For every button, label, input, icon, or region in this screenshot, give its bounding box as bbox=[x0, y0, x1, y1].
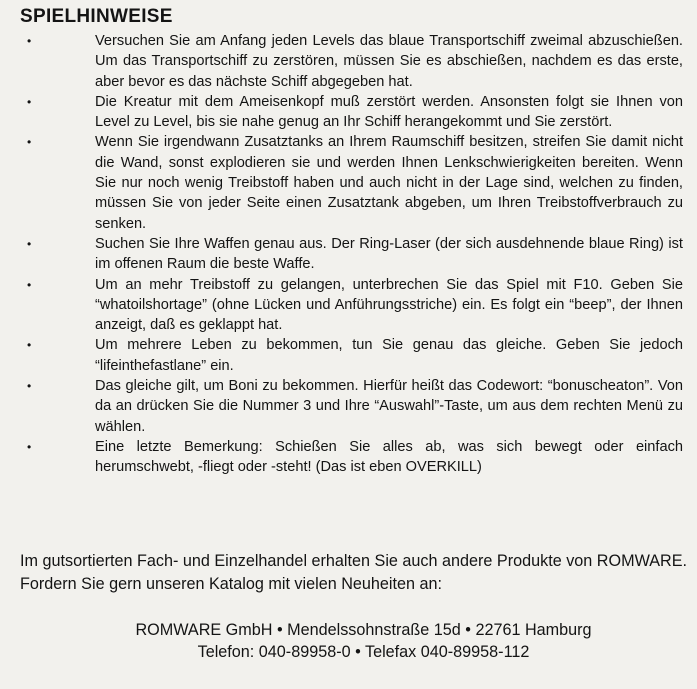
tip-text: Suchen Sie Ihre Waffen genau aus. Der Ring-Laser (der sich ausdehnende blaue Ring) ist im offenen Raum die beste Waffe. bbox=[95, 235, 683, 273]
contact-block bbox=[0, 619, 697, 663]
phone-fax: Telefon: 040-89958-0 • Telefax 040-89958-112 bbox=[197, 643, 530, 661]
list-item bbox=[0, 132, 697, 233]
section-heading: SPIELHINWEISE bbox=[20, 6, 173, 27]
bullet-icon: • bbox=[27, 338, 32, 353]
bullet-icon: • bbox=[27, 236, 32, 251]
tip-text: Das gleiche gilt, um Boni zu bekommen. Hierfür heißt das Codewort: “bonuscheaton”. Von da an drücken Sie die Nummer 3 und Ihre “Auswahl”-Taste, um aus dem rechten Menü zu wählen. bbox=[95, 378, 683, 435]
bullet-icon: • bbox=[27, 277, 32, 292]
tip-text: Um mehrere Leben zu bekommen, tun Sie genau das gleiche. Geben Sie jedoch “lifeinthefastlane” ein. bbox=[95, 337, 683, 374]
tip-text: Wenn Sie irgendwann Zusatztanks an Ihrem Raumschiff besitzen, streifen Sie damit nicht die Wand, sonst explodieren sie und werden Ihnen Lenkschwierigkeiten bereiten. Wenn Sie nur noch wenig Treibstoff haben und auch nicht in der Lage sind, welchen zu finden, müssen Sie von jeder Seite einen Zusatztank abgeben, um Ihren Treibstoffverbrauch zu senken. bbox=[95, 134, 683, 232]
bullet-icon: • bbox=[27, 34, 32, 48]
bullet-icon: • bbox=[27, 135, 32, 150]
list-item bbox=[0, 275, 697, 336]
tip-text: Die Kreatur mit dem Ameisenkopf muß zerstört werden. Ansonsten folgt sie Ihnen von Level zu Level, bis sie nahe genug an Ihr Schiff herangekommt und Sie zerstört. bbox=[95, 93, 683, 131]
list-item bbox=[0, 234, 697, 275]
list-item bbox=[0, 31, 697, 92]
tip-text: Um an mehr Treibstoff zu gelangen, unterbrechen Sie das Spiel mit F10. Geben Sie “whatoilshortage” (ohne Lücken und Anführungsstriche) ein. Es folgt ein “beep”, der Ihnen anzeigt, daß es geklappt hat. bbox=[95, 276, 683, 334]
list-item bbox=[0, 437, 697, 478]
list-item bbox=[0, 376, 697, 437]
bullet-icon: • bbox=[27, 439, 32, 454]
list-item bbox=[0, 92, 697, 133]
list-item bbox=[0, 335, 697, 376]
outro-paragraph: Im gutsortierten Fach- und Einzelhandel erhalten Sie auch andere Produkte von ROMWARE. Fordern Sie gern unseren Katalog mit vielen Neuheiten an: bbox=[20, 552, 688, 593]
tip-text: Versuchen Sie am Anfang jeden Levels das blaue Transportschiff zweimal abzuschießen. Um das Transportschiff zu zerstören, müssen Sie es abschießen, nachdem es das erste, aber bevor es das nächste Schiff abgegeben hat. bbox=[95, 33, 683, 90]
company-address: ROMWARE GmbH • Mendelssohnstraße 15d • 22761 Hamburg bbox=[135, 621, 592, 639]
bullet-icon: • bbox=[27, 379, 32, 394]
tips-list bbox=[0, 31, 697, 478]
tip-text: Eine letzte Bemerkung: Schießen Sie alles ab, was sich bewegt oder einfach herumschwebt, -fliegt oder -steht! (Das ist eben OVERKILL) bbox=[95, 438, 683, 476]
bullet-icon: • bbox=[27, 94, 32, 109]
